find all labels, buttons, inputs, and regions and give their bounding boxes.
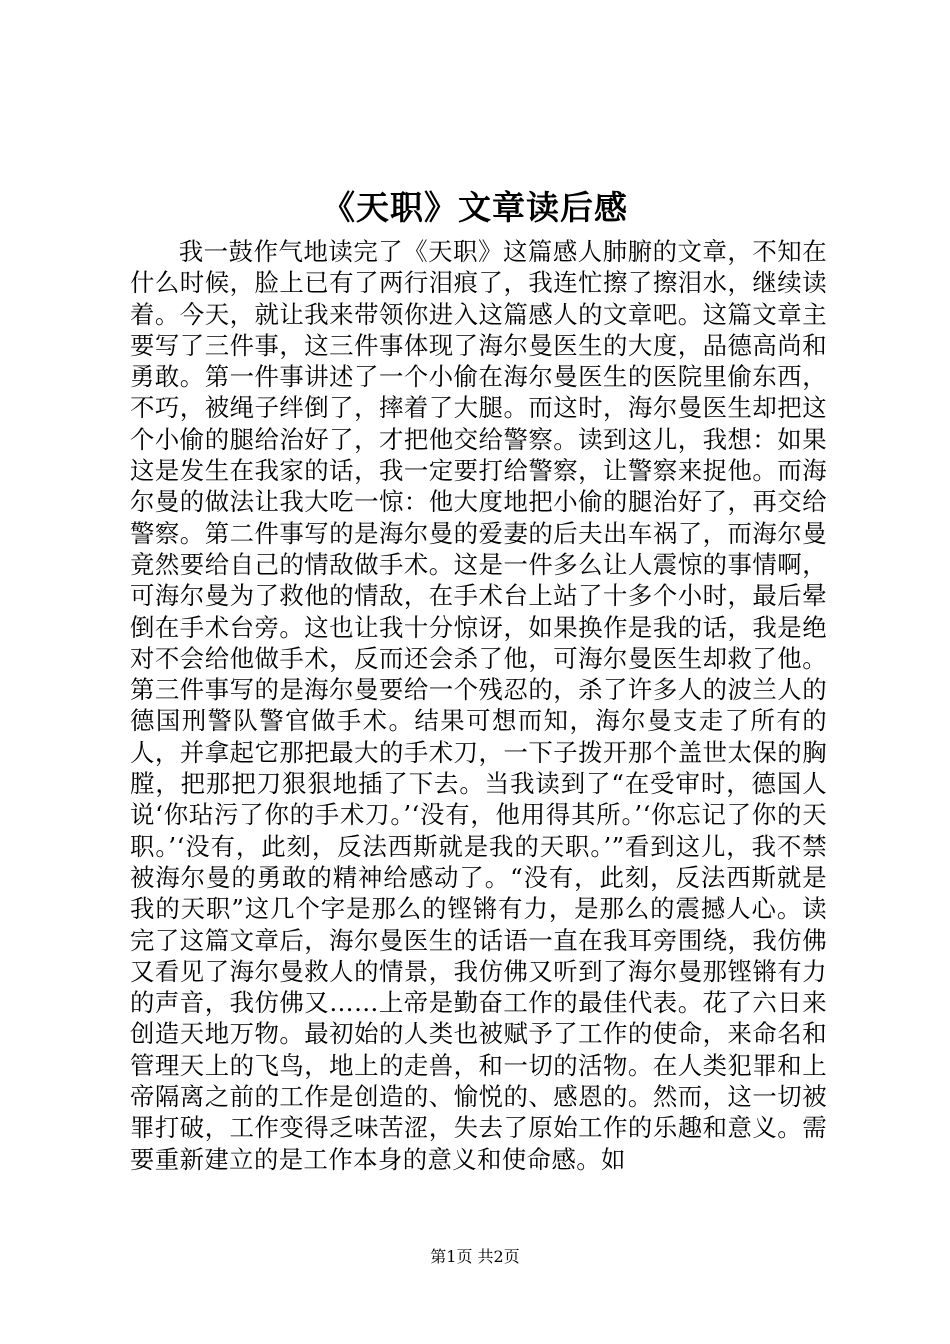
page-footer <box>0 1246 950 1268</box>
page-total: 共2页 <box>477 1247 520 1266</box>
page-number: 第1页 <box>430 1247 473 1266</box>
body-paragraph: 我一鼓作气地读完了《天职》这篇感人肺腑的文章，不知在什么时候，脸上已有了两行泪痕了，我连忙擦了擦泪水，继续读着。今天，就让我来带领你进入这篇感人的文章吧。这篇文章主要写了三件事，这三件事体现了海尔曼医生的大度，品德高尚和勇敢。第一件事讲述了一个小偷在海尔曼医生的医院里偷东西，不巧，被绳子绊倒了，摔着了大腿。而这时，海尔曼医生却把这个小偷的腿给治好了，才把他交给警察。读到这儿，我想：如果这是发生在我家的话，我一定要打给警察，让警察来捉他。而海尔曼的做法让我大吃一惊：他大度地把小偷的腿治好了，再交给警察。第二件事写的是海尔曼的爱妻的后夫出车祸了，而海尔曼竟然要给自己的情敌做手术。这是一件多么让人震惊的事情啊，可海尔曼为了救他的情敌，在手术台上站了十多个小时，最后晕倒在手术台旁。这也让我十分惊讶，如果换作是我的话，我是绝对不会给他做手术，反而还会杀了他，可海尔曼医生却救了他。第三件事写的是海尔曼要给一个残忍的，杀了许多人的波兰人的德国刑警队警官做手术。结果可想而知，海尔曼支走了所有的人，并拿起它那把最大的手术刀，一下子拨开那个盖世太保的胸膛，把那把刀狠狠地插了下去。当我读到了“在受审时，德国人说‘你玷污了你的手术刀。’‘没有，他用得其所。’‘你忘记了你的天职。’‘没有，此刻，反法西斯就是我的天职。’”看到这儿，我不禁被海尔曼的勇敢的精神给感动了。“没有，此刻，反法西斯就是我的天职”这几个字是那么的铿锵有力，是那么的震撼人心。读完了这篇文章后，海尔曼医生的话语一直在我耳旁围绕，我仿佛又看见了海尔曼救人的情景，我仿佛又听到了海尔曼那铿锵有力的声音，我仿佛又……上帝是勤奋工作的最佳代表。花了六日来创造天地万物。最初始的人类也被赋予了工作的使命，来命名和管理天上的飞鸟，地上的走兽，和一切的活物。在人类犯罪和上帝隔离之前的工作是创造的、愉悦的、感恩的。然而，这一切被罪打破，工作变得乏味苦涩，失去了原始工作的乐趣和意义。需要重新建立的是工作本身的意义和使命感。如 <box>130 237 827 1174</box>
page-title: 《天职》文章读后感 <box>322 188 628 227</box>
